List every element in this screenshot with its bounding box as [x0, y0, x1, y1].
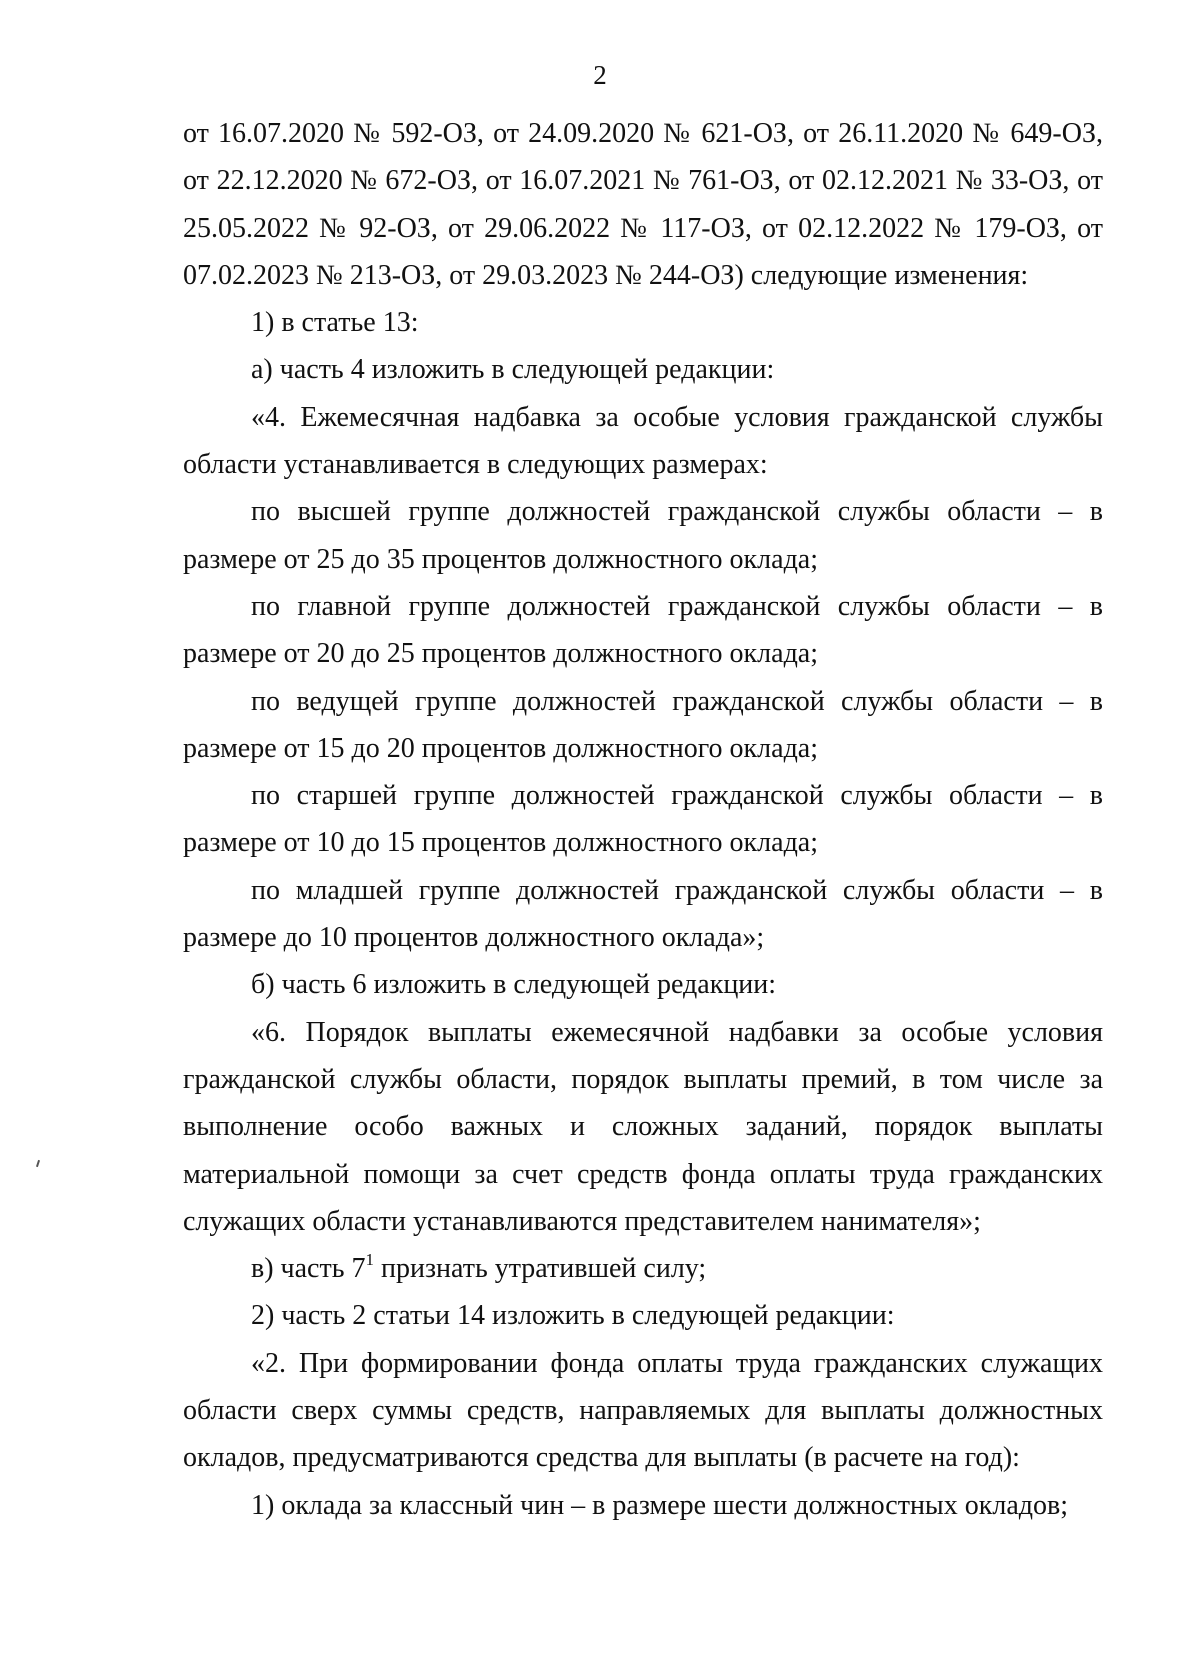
paragraph-class-rank-salary: 1) оклада за классный чин – в размере шести должностных окладов;	[251, 1489, 1068, 1521]
paragraph-part-6-text: «6. Порядок выплаты ежемесячной надбавки за особые условия гражданской службы области, порядок выплаты премий, в том числе за выполнение особо важных и сложных заданий, порядок выплаты материальной помощи за счет средств фонда оплаты труда гражданских служащих области устанавливаются представителем нанимателя»;	[183, 1016, 1103, 1237]
part-7-1-superscript: 1	[365, 1250, 374, 1270]
paragraph-article-13: 1) в статье 13:	[251, 307, 419, 339]
paragraph-senior-group: по старшей группе должностей гражданской службы области – в размере от 10 до 15 процентов должностного оклада;	[183, 780, 1103, 859]
paragraph-part-2-text: «2. При формировании фонда оплаты труда гражданских служащих области сверх суммы средств, направляемых для выплаты должностных окладов, предусматриваются средства для выплаты (в расчете на год):	[183, 1347, 1103, 1474]
paragraph-part-6-intro: б) часть 6 изложить в следующей редакции:	[251, 969, 777, 1001]
paragraph-junior-group: по младшей группе должностей гражданской службы области – в размере до 10 процентов должностного оклада»;	[183, 874, 1103, 954]
page-number: 2	[593, 60, 607, 90]
paragraph-highest-group: по высшей группе должностей гражданской службы области – в размере от 25 до 35 процентов должностного оклада;	[183, 496, 1103, 575]
paragraph-part-4-text: «4. Ежемесячная надбавка за особые условия гражданской службы области устанавливается в следующих размерах:	[183, 401, 1103, 481]
paragraph-part-4-intro: а) часть 4 изложить в следующей редакции:	[251, 354, 775, 386]
paragraph-leading-group: по ведущей группе должностей гражданской службы области – в размере от 15 до 20 процентов должностного оклада;	[183, 685, 1103, 764]
scan-speck	[36, 1160, 40, 1167]
paragraph-article-14: 2) часть 2 статьи 14 изложить в следующей редакции:	[251, 1300, 895, 1332]
part-7-1-text-after: признать утратившей силу;	[374, 1253, 707, 1285]
paragraph-amendment-list: от 16.07.2020 № 592-ОЗ, от 24.09.2020 № 621-ОЗ, от 26.11.2020 № 649-ОЗ, от 22.12.2020 № 672-ОЗ, от 16.07.2021 № 761-ОЗ, от 02.12.2021 № 33-ОЗ, от 25.05.2022 № 92-ОЗ, от 29.06.2022 № 117-ОЗ, от 02.12.2022 № 179-ОЗ, от 07.02.2023 № 213-ОЗ, от 29.03.2023 № 244-ОЗ) следующие изменения:	[183, 118, 1103, 291]
document-body	[183, 110, 1103, 1529]
part-7-1-text-before: в) часть 7	[251, 1253, 366, 1285]
paragraph-part-7-1	[183, 1245, 1103, 1292]
paragraph-main-group: по главной группе должностей гражданской службы области – в размере от 20 до 25 процентов должностного оклада;	[183, 590, 1103, 670]
